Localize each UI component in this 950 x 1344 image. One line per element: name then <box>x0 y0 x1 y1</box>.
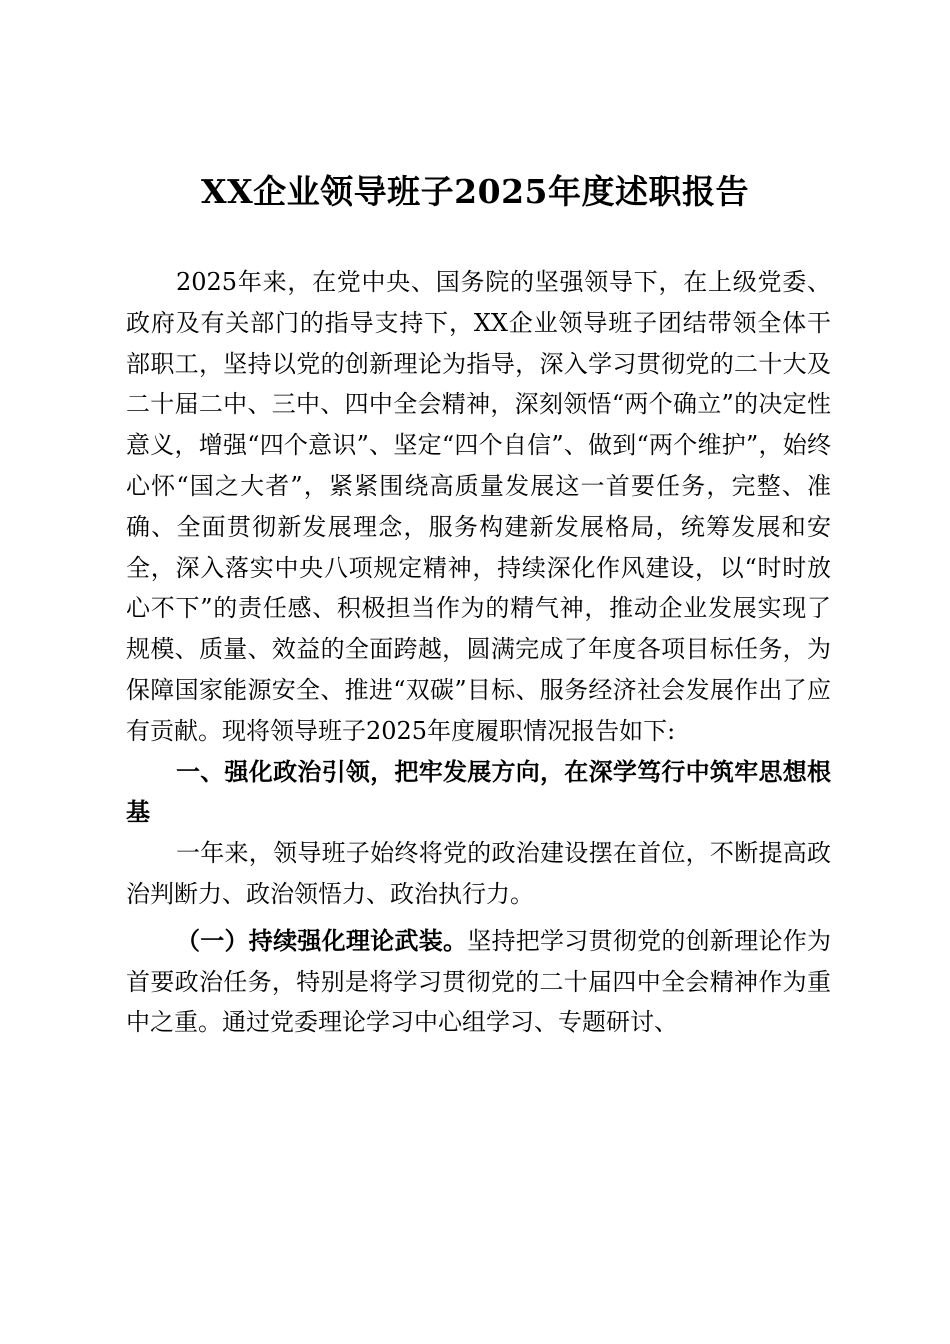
section-heading-1: 一、强化政治引领，把牢发展方向，在深学笃行中筑牢思想根基 <box>126 757 831 827</box>
section-1-intro-paragraph: 一年来，领导班子始终将党的政治建设摆在首位，不断提高政治判断力、政治领悟力、政治执行力。 <box>126 839 831 908</box>
intro-paragraph: 2025年来，在党中央、国务院的坚强领导下，在上级党委、政府及有关部门的指导支持下，XX企业领导班子团结带领全体干部职工，坚持以党的创新理论为指导，深入学习贯彻党的二十大及二十届二中、三中、四中全会精神，深刻领悟“两个确立”的决定性意义，增强“四个意识”、坚定“四个自信”、做到“两个维护”，始终心怀“国之大者”，紧紧围绕高质量发展这一首要任务，完整、准确、全面贯彻新发展理念，服务构建新发展格局，统筹发展和安全，深入落实中央八项规定精神，持续深化作风建设，以“时时放心不下”的责任感、积极担当作为的精气神，推动企业发展实现了规模、质量、效益的全面跨越，圆满完成了年度各项目标任务，为保障国家能源安全、推进“双碳”目标、服务经济社会发展作出了应有贡献。现将领导班子2025年度履职情况报告如下: <box>126 268 831 745</box>
subsection-1-paragraph <box>126 921 831 1043</box>
subsection-1-lead: （一）持续强化理论武装。 <box>176 925 468 955</box>
subsection-1-text: 坚持把学习贯彻党的创新理论作为首要政治任务，特别是将学习贯彻党的二十届四中全会精神作为重中之重。通过党委理论学习中心组学习、专题研讨、 <box>126 926 832 1037</box>
document-body <box>126 262 831 1043</box>
document-title: XX企业领导班子2025年度述职报告 <box>200 172 750 211</box>
